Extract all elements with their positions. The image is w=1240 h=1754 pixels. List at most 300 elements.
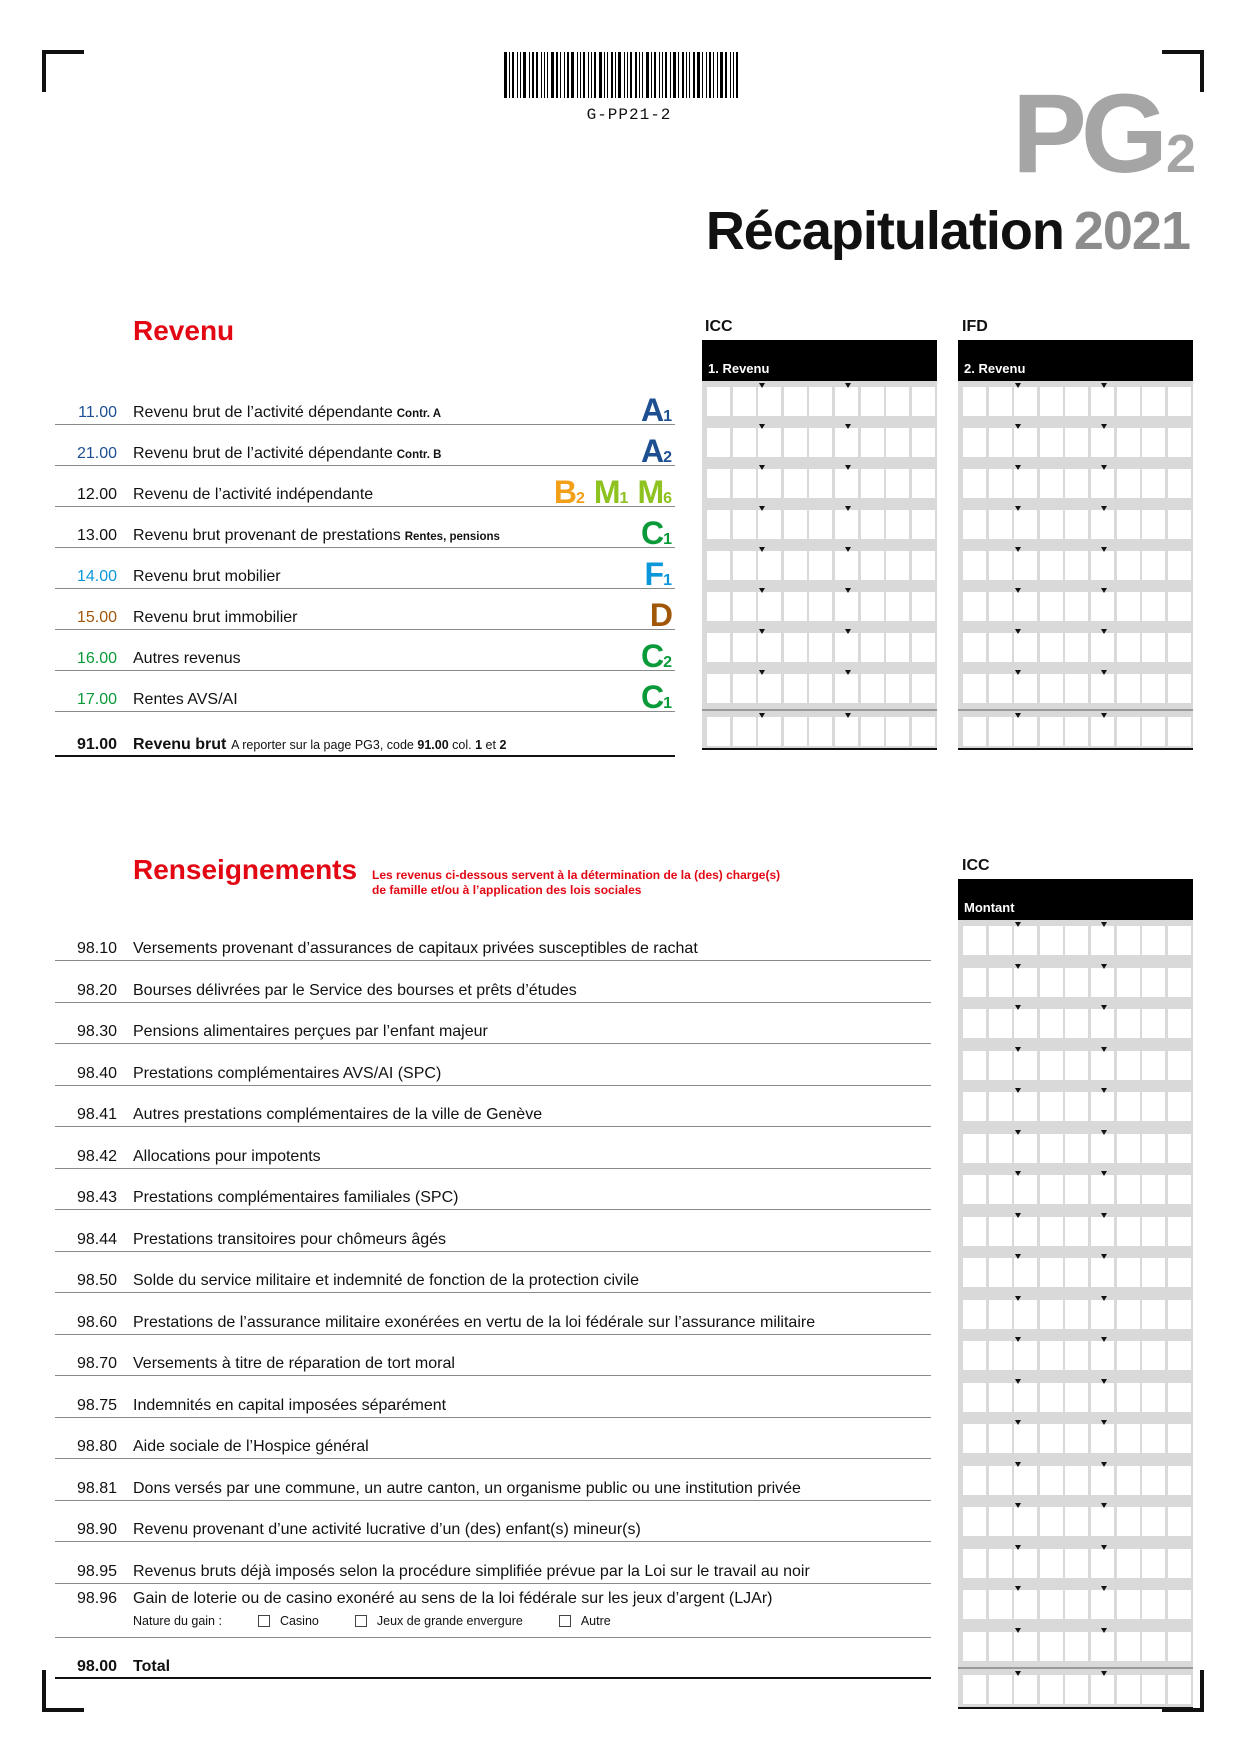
amount-digit-cell[interactable] (1117, 1590, 1140, 1619)
amount-digit-cell[interactable] (989, 1051, 1012, 1080)
amount-digit-cell[interactable] (1117, 717, 1140, 746)
amount-digit-cell[interactable] (963, 1675, 986, 1704)
amount-digit-cell[interactable] (1014, 1175, 1037, 1204)
amount-digit-cell[interactable] (1091, 1632, 1114, 1661)
amount-digit-cell[interactable] (1040, 1134, 1063, 1163)
amount-digit-cell[interactable] (1040, 1175, 1063, 1204)
amount-digit-cell[interactable] (1117, 1300, 1140, 1329)
amount-digit-cell[interactable] (989, 1258, 1012, 1287)
amount-digit-cell[interactable] (1040, 926, 1063, 955)
amount-digit-cell[interactable] (809, 469, 832, 498)
option-autre[interactable] (559, 1614, 611, 1628)
amount-digit-cell[interactable] (1168, 1675, 1191, 1704)
amount-digit-cell[interactable] (1065, 1590, 1088, 1619)
amount-digit-cell[interactable] (784, 387, 807, 416)
amount-digit-cell[interactable] (1117, 1675, 1140, 1704)
amount-row[interactable] (958, 545, 1193, 586)
amount-digit-cell[interactable] (912, 510, 935, 539)
amount-row[interactable] (958, 1252, 1193, 1293)
amount-digit-cell[interactable] (1168, 1217, 1191, 1246)
amount-digit-cell[interactable] (989, 510, 1012, 539)
amount-digit-cell[interactable] (707, 592, 730, 621)
amount-digit-cell[interactable] (963, 1092, 986, 1121)
amount-digit-cell[interactable] (1142, 1300, 1165, 1329)
amount-digit-cell[interactable] (963, 1466, 986, 1495)
amount-digit-cell[interactable] (1065, 1092, 1088, 1121)
amount-digit-cell[interactable] (1091, 1590, 1114, 1619)
amount-digit-cell[interactable] (784, 592, 807, 621)
amount-digit-cell[interactable] (1168, 551, 1191, 580)
amount-digit-cell[interactable] (835, 551, 858, 580)
amount-digit-cell[interactable] (784, 469, 807, 498)
amount-digit-cell[interactable] (733, 717, 756, 746)
amount-digit-cell[interactable] (886, 633, 909, 662)
amount-digit-cell[interactable] (1065, 1675, 1088, 1704)
amount-digit-cell[interactable] (1091, 717, 1114, 746)
amount-digit-cell[interactable] (1014, 551, 1037, 580)
amount-digit-cell[interactable] (758, 510, 781, 539)
amount-digit-cell[interactable] (1014, 387, 1037, 416)
amount-digit-cell[interactable] (886, 674, 909, 703)
amount-digit-cell[interactable] (1117, 674, 1140, 703)
amount-digit-cell[interactable] (733, 428, 756, 457)
amount-digit-cell[interactable] (1168, 1632, 1191, 1661)
amount-digit-cell[interactable] (963, 926, 986, 955)
amount-digit-cell[interactable] (1168, 469, 1191, 498)
amount-digit-cell[interactable] (1142, 551, 1165, 580)
amount-digit-cell[interactable] (1168, 387, 1191, 416)
amount-row[interactable] (958, 381, 1193, 422)
amount-row[interactable] (958, 422, 1193, 463)
amount-digit-cell[interactable] (1168, 1009, 1191, 1038)
amount-row[interactable] (958, 1294, 1193, 1335)
amount-digit-cell[interactable] (963, 510, 986, 539)
amount-digit-cell[interactable] (809, 633, 832, 662)
amount-digit-cell[interactable] (809, 674, 832, 703)
amount-digit-cell[interactable] (1168, 1051, 1191, 1080)
amount-digit-cell[interactable] (963, 1009, 986, 1038)
amount-row[interactable] (958, 1211, 1193, 1252)
amount-digit-cell[interactable] (1168, 1590, 1191, 1619)
amount-digit-cell[interactable] (1040, 1466, 1063, 1495)
amount-digit-cell[interactable] (1040, 1549, 1063, 1578)
amount-digit-cell[interactable] (963, 674, 986, 703)
amount-digit-cell[interactable] (1168, 926, 1191, 955)
amount-digit-cell[interactable] (1117, 1175, 1140, 1204)
amount-digit-cell[interactable] (989, 1009, 1012, 1038)
amount-digit-cell[interactable] (707, 387, 730, 416)
amount-digit-cell[interactable] (963, 1424, 986, 1453)
amount-digit-cell[interactable] (1142, 1549, 1165, 1578)
amount-digit-cell[interactable] (1142, 633, 1165, 662)
amount-digit-cell[interactable] (1014, 717, 1037, 746)
amount-digit-cell[interactable] (989, 1217, 1012, 1246)
amount-digit-cell[interactable] (1040, 592, 1063, 621)
amount-digit-cell[interactable] (1142, 1675, 1165, 1704)
amount-digit-cell[interactable] (809, 592, 832, 621)
jeux-grande-envergure-checkbox[interactable] (355, 1615, 367, 1627)
amount-digit-cell[interactable] (989, 926, 1012, 955)
amount-digit-cell[interactable] (1040, 1383, 1063, 1412)
amount-digit-cell[interactable] (1091, 1009, 1114, 1038)
amount-digit-cell[interactable] (1040, 1009, 1063, 1038)
amount-digit-cell[interactable] (1142, 968, 1165, 997)
amount-digit-cell[interactable] (1014, 469, 1037, 498)
amount-digit-cell[interactable] (1040, 387, 1063, 416)
amount-digit-cell[interactable] (835, 633, 858, 662)
amount-row[interactable] (958, 1169, 1193, 1210)
amount-digit-cell[interactable] (835, 428, 858, 457)
amount-digit-cell[interactable] (989, 717, 1012, 746)
amount-digit-cell[interactable] (1117, 1051, 1140, 1080)
amount-digit-cell[interactable] (963, 1051, 986, 1080)
amount-digit-cell[interactable] (963, 469, 986, 498)
amount-digit-cell[interactable] (707, 717, 730, 746)
amount-digit-cell[interactable] (784, 633, 807, 662)
amount-digit-cell[interactable] (1065, 717, 1088, 746)
amount-digit-cell[interactable] (1117, 1217, 1140, 1246)
amount-digit-cell[interactable] (733, 510, 756, 539)
amount-row[interactable] (702, 422, 937, 463)
amount-digit-cell[interactable] (989, 633, 1012, 662)
amount-row[interactable] (958, 1501, 1193, 1542)
amount-digit-cell[interactable] (886, 592, 909, 621)
amount-digit-cell[interactable] (1065, 633, 1088, 662)
amount-digit-cell[interactable] (1014, 1632, 1037, 1661)
amount-digit-cell[interactable] (1065, 1549, 1088, 1578)
amount-digit-cell[interactable] (1117, 1466, 1140, 1495)
amount-digit-cell[interactable] (1065, 1009, 1088, 1038)
amount-digit-cell[interactable] (989, 1383, 1012, 1412)
amount-digit-cell[interactable] (835, 469, 858, 498)
amount-row[interactable] (702, 463, 937, 504)
amount-digit-cell[interactable] (1168, 1092, 1191, 1121)
amount-digit-cell[interactable] (861, 592, 884, 621)
amount-digit-cell[interactable] (1040, 428, 1063, 457)
amount-digit-cell[interactable] (1065, 1507, 1088, 1536)
amount-digit-cell[interactable] (1014, 1009, 1037, 1038)
amount-digit-cell[interactable] (758, 428, 781, 457)
amount-digit-cell[interactable] (1142, 1217, 1165, 1246)
amount-digit-cell[interactable] (1117, 1383, 1140, 1412)
amount-digit-cell[interactable] (1091, 1134, 1114, 1163)
amount-digit-cell[interactable] (989, 1675, 1012, 1704)
amount-digit-cell[interactable] (835, 592, 858, 621)
amount-digit-cell[interactable] (1091, 633, 1114, 662)
amount-digit-cell[interactable] (1142, 1632, 1165, 1661)
amount-digit-cell[interactable] (707, 551, 730, 580)
amount-row[interactable] (958, 1335, 1193, 1376)
amount-row[interactable] (702, 627, 937, 668)
amount-digit-cell[interactable] (1168, 1258, 1191, 1287)
amount-digit-cell[interactable] (1014, 1424, 1037, 1453)
amount-digit-cell[interactable] (1091, 674, 1114, 703)
amount-digit-cell[interactable] (707, 674, 730, 703)
amount-digit-cell[interactable] (1117, 926, 1140, 955)
amount-digit-cell[interactable] (989, 1549, 1012, 1578)
amount-digit-cell[interactable] (1040, 1258, 1063, 1287)
amount-digit-cell[interactable] (912, 592, 935, 621)
amount-digit-cell[interactable] (758, 469, 781, 498)
amount-digit-cell[interactable] (784, 674, 807, 703)
amount-row[interactable] (958, 1086, 1193, 1127)
amount-digit-cell[interactable] (758, 717, 781, 746)
amount-row[interactable] (958, 504, 1193, 545)
amount-digit-cell[interactable] (1142, 1424, 1165, 1453)
amount-digit-cell[interactable] (835, 510, 858, 539)
amount-digit-cell[interactable] (1117, 1258, 1140, 1287)
amount-digit-cell[interactable] (1091, 968, 1114, 997)
amount-digit-cell[interactable] (1040, 1300, 1063, 1329)
amount-digit-cell[interactable] (1142, 510, 1165, 539)
amount-row[interactable] (702, 586, 937, 627)
amount-row[interactable] (958, 1003, 1193, 1044)
amount-digit-cell[interactable] (1142, 469, 1165, 498)
amount-digit-cell[interactable] (861, 469, 884, 498)
option-casino[interactable] (258, 1614, 319, 1628)
amount-digit-cell[interactable] (1065, 428, 1088, 457)
amount-digit-cell[interactable] (758, 592, 781, 621)
amount-digit-cell[interactable] (963, 592, 986, 621)
amount-digit-cell[interactable] (1142, 1466, 1165, 1495)
amount-digit-cell[interactable] (1168, 674, 1191, 703)
amount-digit-cell[interactable] (758, 387, 781, 416)
amount-digit-cell[interactable] (1014, 1217, 1037, 1246)
amount-digit-cell[interactable] (1065, 387, 1088, 416)
amount-digit-cell[interactable] (707, 510, 730, 539)
amount-row[interactable] (958, 1045, 1193, 1086)
amount-digit-cell[interactable] (1117, 1092, 1140, 1121)
amount-row[interactable] (958, 709, 1193, 750)
amount-digit-cell[interactable] (1168, 717, 1191, 746)
amount-digit-cell[interactable] (1142, 1175, 1165, 1204)
amount-digit-cell[interactable] (1168, 510, 1191, 539)
amount-digit-cell[interactable] (989, 968, 1012, 997)
amount-digit-cell[interactable] (809, 387, 832, 416)
amount-digit-cell[interactable] (1142, 1590, 1165, 1619)
amount-digit-cell[interactable] (963, 1175, 986, 1204)
amount-digit-cell[interactable] (1040, 1051, 1063, 1080)
amount-digit-cell[interactable] (1040, 1217, 1063, 1246)
amount-digit-cell[interactable] (861, 674, 884, 703)
amount-digit-cell[interactable] (989, 592, 1012, 621)
amount-digit-cell[interactable] (989, 1507, 1012, 1536)
amount-digit-cell[interactable] (1065, 1134, 1088, 1163)
amount-digit-cell[interactable] (1168, 1383, 1191, 1412)
amount-digit-cell[interactable] (989, 1632, 1012, 1661)
amount-digit-cell[interactable] (1117, 592, 1140, 621)
amount-digit-cell[interactable] (1091, 1383, 1114, 1412)
amount-digit-cell[interactable] (1065, 1258, 1088, 1287)
amount-row[interactable] (958, 962, 1193, 1003)
amount-digit-cell[interactable] (912, 387, 935, 416)
amount-digit-cell[interactable] (1091, 469, 1114, 498)
amount-digit-cell[interactable] (1040, 551, 1063, 580)
amount-digit-cell[interactable] (1142, 387, 1165, 416)
amount-digit-cell[interactable] (1040, 1507, 1063, 1536)
amount-digit-cell[interactable] (989, 387, 1012, 416)
amount-digit-cell[interactable] (733, 674, 756, 703)
amount-digit-cell[interactable] (809, 428, 832, 457)
amount-digit-cell[interactable] (784, 510, 807, 539)
autre-checkbox[interactable] (559, 1615, 571, 1627)
amount-digit-cell[interactable] (1040, 1632, 1063, 1661)
amount-row[interactable] (702, 504, 937, 545)
amount-digit-cell[interactable] (1040, 1590, 1063, 1619)
amount-digit-cell[interactable] (963, 551, 986, 580)
option-jeux-grande-envergure[interactable] (355, 1614, 523, 1628)
amount-digit-cell[interactable] (1065, 1632, 1088, 1661)
amount-digit-cell[interactable] (1014, 1549, 1037, 1578)
amount-digit-cell[interactable] (989, 1092, 1012, 1121)
amount-digit-cell[interactable] (1065, 1175, 1088, 1204)
amount-digit-cell[interactable] (1117, 968, 1140, 997)
amount-digit-cell[interactable] (1014, 633, 1037, 662)
amount-digit-cell[interactable] (1142, 717, 1165, 746)
amount-digit-cell[interactable] (963, 1134, 986, 1163)
amount-digit-cell[interactable] (1091, 1675, 1114, 1704)
amount-digit-cell[interactable] (963, 1341, 986, 1370)
amount-digit-cell[interactable] (886, 510, 909, 539)
amount-digit-cell[interactable] (1142, 1507, 1165, 1536)
amount-digit-cell[interactable] (1091, 1466, 1114, 1495)
amount-digit-cell[interactable] (758, 551, 781, 580)
amount-digit-cell[interactable] (1142, 1134, 1165, 1163)
amount-row[interactable] (958, 586, 1193, 627)
amount-digit-cell[interactable] (1091, 1051, 1114, 1080)
amount-digit-cell[interactable] (1117, 510, 1140, 539)
amount-digit-cell[interactable] (1117, 428, 1140, 457)
amount-digit-cell[interactable] (963, 1300, 986, 1329)
amount-digit-cell[interactable] (1117, 1507, 1140, 1536)
amount-digit-cell[interactable] (1142, 428, 1165, 457)
amount-digit-cell[interactable] (1142, 1051, 1165, 1080)
amount-row[interactable] (958, 920, 1193, 961)
amount-digit-cell[interactable] (1091, 1175, 1114, 1204)
amount-digit-cell[interactable] (989, 551, 1012, 580)
amount-digit-cell[interactable] (1117, 1424, 1140, 1453)
amount-digit-cell[interactable] (912, 428, 935, 457)
amount-digit-cell[interactable] (1168, 1466, 1191, 1495)
amount-digit-cell[interactable] (1014, 510, 1037, 539)
amount-digit-cell[interactable] (963, 1632, 986, 1661)
amount-digit-cell[interactable] (1065, 1383, 1088, 1412)
amount-digit-cell[interactable] (1040, 469, 1063, 498)
amount-digit-cell[interactable] (1040, 674, 1063, 703)
amount-digit-cell[interactable] (784, 428, 807, 457)
amount-digit-cell[interactable] (963, 1258, 986, 1287)
amount-digit-cell[interactable] (989, 674, 1012, 703)
amount-digit-cell[interactable] (1168, 1507, 1191, 1536)
amount-digit-cell[interactable] (1142, 1341, 1165, 1370)
amount-digit-cell[interactable] (1117, 1549, 1140, 1578)
amount-digit-cell[interactable] (1142, 592, 1165, 621)
amount-digit-cell[interactable] (1014, 1092, 1037, 1121)
amount-digit-cell[interactable] (1014, 968, 1037, 997)
amount-digit-cell[interactable] (1014, 674, 1037, 703)
amount-row[interactable] (958, 1128, 1193, 1169)
amount-digit-cell[interactable] (733, 551, 756, 580)
amount-digit-cell[interactable] (963, 633, 986, 662)
amount-digit-cell[interactable] (912, 469, 935, 498)
amount-digit-cell[interactable] (1065, 1466, 1088, 1495)
amount-digit-cell[interactable] (1142, 1383, 1165, 1412)
amount-digit-cell[interactable] (1065, 1300, 1088, 1329)
amount-digit-cell[interactable] (1091, 592, 1114, 621)
amount-digit-cell[interactable] (989, 1175, 1012, 1204)
amount-digit-cell[interactable] (1142, 1092, 1165, 1121)
amount-digit-cell[interactable] (963, 1383, 986, 1412)
amount-digit-cell[interactable] (1014, 1051, 1037, 1080)
amount-digit-cell[interactable] (1065, 592, 1088, 621)
amount-digit-cell[interactable] (1065, 1051, 1088, 1080)
amount-digit-cell[interactable] (1091, 387, 1114, 416)
amount-digit-cell[interactable] (1040, 717, 1063, 746)
amount-row[interactable] (958, 463, 1193, 504)
amount-digit-cell[interactable] (1168, 1134, 1191, 1163)
amount-digit-cell[interactable] (1117, 1632, 1140, 1661)
amount-digit-cell[interactable] (861, 633, 884, 662)
amount-digit-cell[interactable] (963, 1507, 986, 1536)
amount-digit-cell[interactable] (733, 633, 756, 662)
amount-digit-cell[interactable] (707, 469, 730, 498)
amount-digit-cell[interactable] (733, 469, 756, 498)
amount-digit-cell[interactable] (1091, 1258, 1114, 1287)
amount-digit-cell[interactable] (989, 1300, 1012, 1329)
amount-digit-cell[interactable] (886, 387, 909, 416)
amount-digit-cell[interactable] (963, 717, 986, 746)
amount-row[interactable] (958, 1377, 1193, 1418)
amount-digit-cell[interactable] (1091, 1549, 1114, 1578)
amount-digit-cell[interactable] (1091, 428, 1114, 457)
amount-digit-cell[interactable] (1091, 1507, 1114, 1536)
amount-digit-cell[interactable] (1091, 1341, 1114, 1370)
amount-digit-cell[interactable] (1168, 633, 1191, 662)
amount-digit-cell[interactable] (989, 428, 1012, 457)
amount-digit-cell[interactable] (758, 633, 781, 662)
amount-row[interactable] (958, 1418, 1193, 1459)
amount-digit-cell[interactable] (784, 717, 807, 746)
amount-digit-cell[interactable] (1014, 1675, 1037, 1704)
amount-digit-cell[interactable] (733, 592, 756, 621)
amount-row[interactable] (702, 709, 937, 750)
amount-digit-cell[interactable] (1065, 968, 1088, 997)
amount-digit-cell[interactable] (809, 510, 832, 539)
amount-digit-cell[interactable] (1091, 1300, 1114, 1329)
amount-digit-cell[interactable] (1168, 1175, 1191, 1204)
amount-digit-cell[interactable] (784, 551, 807, 580)
amount-row[interactable] (958, 1626, 1193, 1667)
amount-digit-cell[interactable] (963, 968, 986, 997)
amount-digit-cell[interactable] (989, 1590, 1012, 1619)
amount-digit-cell[interactable] (1142, 674, 1165, 703)
amount-digit-cell[interactable] (1091, 1424, 1114, 1453)
amount-row[interactable] (958, 1667, 1193, 1708)
amount-digit-cell[interactable] (1014, 1590, 1037, 1619)
amount-digit-cell[interactable] (1117, 633, 1140, 662)
amount-digit-cell[interactable] (1117, 551, 1140, 580)
amount-digit-cell[interactable] (835, 674, 858, 703)
amount-digit-cell[interactable] (1014, 1466, 1037, 1495)
amount-digit-cell[interactable] (1014, 1300, 1037, 1329)
amount-digit-cell[interactable] (1168, 1341, 1191, 1370)
amount-digit-cell[interactable] (1014, 1258, 1037, 1287)
amount-digit-cell[interactable] (886, 717, 909, 746)
amount-digit-cell[interactable] (963, 1217, 986, 1246)
amount-digit-cell[interactable] (1065, 469, 1088, 498)
amount-row[interactable] (958, 1460, 1193, 1501)
amount-digit-cell[interactable] (1040, 1424, 1063, 1453)
